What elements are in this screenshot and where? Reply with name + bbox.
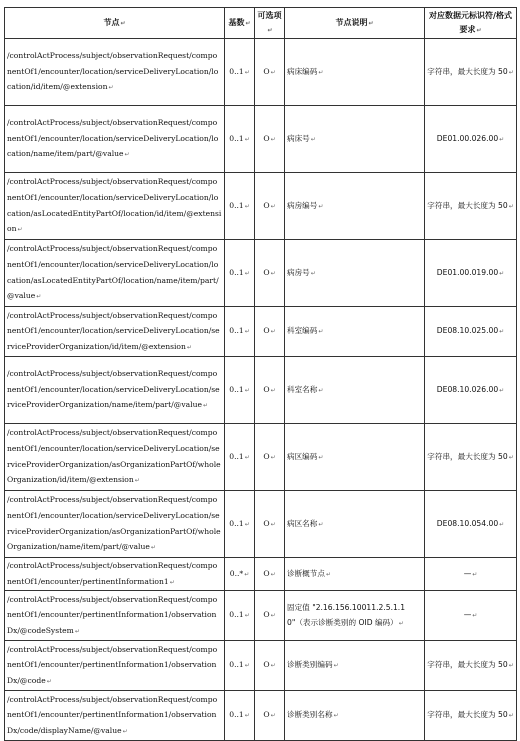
paragraph-mark-icon: ↵ [108, 84, 114, 92]
paragraph-mark-icon: ↵ [186, 343, 192, 351]
paragraph-mark-icon: ↵ [244, 135, 250, 143]
cardinality-cell [225, 307, 255, 357]
format-cell [425, 240, 517, 307]
description-cell-text: 病房编号 [287, 200, 318, 210]
paragraph-mark-icon: ↵ [318, 68, 324, 76]
header-format: 对应数据元标识符/格式要求↵ [425, 8, 517, 39]
node-path-cell [5, 307, 225, 357]
paragraph-mark-icon: ↵ [244, 712, 250, 720]
paragraph-mark-icon: ↵ [17, 226, 23, 234]
paragraph-mark-icon: ↵ [472, 570, 478, 578]
format-cell [425, 491, 517, 558]
format-cell-text: 字符串，最大长度为 50 [427, 200, 508, 210]
format-cell [425, 173, 517, 240]
paragraph-mark-icon: ↵ [333, 712, 339, 720]
description-cell-text: 科室编码 [287, 326, 318, 336]
paragraph-mark-icon: ↵ [310, 269, 316, 277]
optional-cell-text: O [263, 200, 270, 210]
node-path-cell [5, 173, 225, 240]
description-cell [285, 357, 425, 424]
node-path-cell-text: /controlActProcess/subject/observationRequest/componentOf1/encounter/pertinentInformation1/observationDx/@codeSystem [7, 594, 218, 635]
cardinality-cell [225, 39, 255, 106]
paragraph-mark-icon: ↵ [499, 269, 505, 277]
paragraph-mark-icon: ↵ [244, 202, 250, 210]
table-row [5, 424, 517, 491]
node-path-cell [5, 641, 225, 691]
paragraph-mark-icon: ↵ [270, 570, 276, 578]
node-path-cell [5, 357, 225, 424]
description-cell [285, 424, 425, 491]
description-cell [285, 558, 425, 591]
paragraph-mark-icon: ↵ [270, 612, 276, 620]
paragraph-mark-icon: ↵ [508, 712, 514, 720]
paragraph-mark-icon: ↵ [472, 612, 478, 620]
node-path-cell-text: /controlActProcess/subject/observationRequest/componentOf1/encounter/location/serviceDeliveryLocation/location/name/item/part/@value [7, 118, 219, 159]
optional-cell-text: O [263, 568, 270, 578]
node-path-cell-text: /controlActProcess/subject/observationRequest/componentOf1/encounter/pertinentInformation1/observationDx/code/displayName/@value [7, 694, 218, 735]
cardinality-cell [225, 357, 255, 424]
cardinality-cell [225, 173, 255, 240]
table-row [5, 591, 517, 641]
paragraph-mark-icon: ↵ [244, 662, 250, 670]
node-path-cell-text: /controlActProcess/subject/observationRequest/componentOf1/encounter/location/serviceDeliveryLocation/serviceProviderOrganization/id/item/@extension [7, 310, 220, 351]
description-cell [285, 240, 425, 307]
description-cell [285, 39, 425, 106]
cardinality-cell-text: 0..1 [229, 66, 244, 76]
optional-cell [255, 641, 285, 691]
header-optional: 可选项↵ [255, 8, 285, 39]
format-cell [425, 307, 517, 357]
paragraph-mark-icon: ↵ [508, 202, 514, 210]
optional-cell [255, 558, 285, 591]
table-row [5, 173, 517, 240]
description-cell [285, 591, 425, 641]
node-path-cell-text: /controlActProcess/subject/observationRequest/componentOf1/encounter/location/serviceDeliveryLocation/serviceProviderOrganization/asOrganizationPartOf/wholeOrganization/id/item/@extension [7, 428, 221, 485]
paragraph-mark-icon: ↵ [46, 677, 52, 685]
optional-cell [255, 591, 285, 641]
cardinality-cell-text: 0..1 [229, 518, 244, 528]
node-path-cell [5, 240, 225, 307]
format-cell-text: 字符串，最大长度为 50 [427, 66, 508, 76]
paragraph-mark-icon: ↵ [124, 151, 130, 159]
optional-cell [255, 691, 285, 741]
paragraph-mark-icon: ↵ [244, 612, 250, 620]
node-path-cell [5, 691, 225, 741]
cardinality-cell [225, 491, 255, 558]
format-cell [425, 424, 517, 491]
cardinality-cell-text: 0..1 [229, 267, 244, 277]
paragraph-mark-icon: ↵ [318, 328, 324, 336]
paragraph-mark-icon: ↵ [318, 453, 324, 461]
format-cell [425, 641, 517, 691]
cardinality-cell [225, 558, 255, 591]
optional-cell [255, 173, 285, 240]
paragraph-mark-icon: ↵ [74, 627, 80, 635]
paragraph-mark-icon: ↵ [270, 386, 276, 394]
format-cell-text: DE08.10.054.00 [436, 518, 499, 528]
node-path-cell-text: /controlActProcess/subject/observationRequest/componentOf1/encounter/location/serviceDeliveryLocation/serviceProviderOrganization/asOrganizationPartOf/wholeOrganization/name/item/part/@value [7, 495, 221, 552]
optional-cell-text: O [263, 133, 270, 143]
cardinality-cell-text: 0..1 [229, 660, 244, 670]
description-cell-text: 病房号 [287, 267, 310, 277]
cardinality-cell [225, 691, 255, 741]
header-description: 节点说明↵ [285, 8, 425, 39]
header-cardinality: 基数↵ [225, 8, 255, 39]
node-path-cell-text: /controlActProcess/subject/observationRequest/componentOf1/encounter/pertinentInformation1/observationDx/@code [7, 644, 218, 685]
paragraph-mark-icon: ↵ [333, 662, 339, 670]
optional-cell-text: O [263, 610, 270, 620]
node-path-cell-text: /controlActProcess/subject/observationRequest/componentOf1/encounter/location/serviceDeliveryLocation/serviceProviderOrganization/name/item/part/@value [7, 369, 220, 410]
optional-cell [255, 357, 285, 424]
description-cell-text: 固定值 "2.16.156.10011.2.5.1.10"（表示诊断类别的 OID 编码） [287, 602, 406, 628]
paragraph-mark-icon: ↵ [318, 202, 324, 210]
paragraph-mark-icon: ↵ [270, 328, 276, 336]
paragraph-mark-icon: ↵ [270, 662, 276, 670]
format-cell-text: DE08.10.025.00 [436, 326, 499, 336]
description-cell-text: 诊断类别编码 [287, 660, 333, 670]
table-row [5, 558, 517, 591]
optional-cell [255, 307, 285, 357]
table-row [5, 106, 517, 173]
description-cell [285, 307, 425, 357]
paragraph-mark-icon: ↵ [150, 544, 156, 552]
format-cell [425, 106, 517, 173]
format-cell [425, 357, 517, 424]
node-path-cell [5, 39, 225, 106]
paragraph-mark-icon: ↵ [270, 712, 276, 720]
description-cell-text: 诊断概节点 [287, 568, 325, 578]
table-row [5, 491, 517, 558]
cardinality-cell [225, 641, 255, 691]
paragraph-mark-icon: ↵ [325, 570, 331, 578]
paragraph-mark-icon: ↵ [270, 520, 276, 528]
node-path-cell-text: /controlActProcess/subject/observationRequest/componentOf1/encounter/location/serviceDeliveryLocation/location/asLocatedEntityPartOf/location/name/item/part/@value [7, 244, 219, 301]
description-cell-text: 病床编码 [287, 66, 318, 76]
format-cell [425, 39, 517, 106]
optional-cell-text: O [263, 451, 270, 461]
cardinality-cell-text: 0..1 [229, 610, 244, 620]
node-path-cell-text: /controlActProcess/subject/observationRequest/componentOf1/encounter/location/serviceDeliveryLocation/location/id/item/@extension [7, 51, 219, 92]
format-cell-text: DE08.10.026.00 [436, 384, 499, 394]
cardinality-cell-text: 0..1 [229, 710, 244, 720]
description-cell [285, 641, 425, 691]
format-cell [425, 591, 517, 641]
paragraph-mark-icon: ↵ [270, 68, 276, 76]
paragraph-mark-icon: ↵ [318, 386, 324, 394]
table-body [5, 39, 517, 741]
format-cell-text: 字符串，最大长度为 50 [427, 451, 508, 461]
optional-cell-text: O [263, 710, 270, 720]
node-path-cell [5, 106, 225, 173]
paragraph-mark-icon: ↵ [499, 135, 505, 143]
paragraph-mark-icon: ↵ [508, 68, 514, 76]
paragraph-mark-icon: ↵ [270, 453, 276, 461]
paragraph-mark-icon: ↵ [244, 68, 250, 76]
description-cell [285, 106, 425, 173]
paragraph-mark-icon: ↵ [499, 328, 505, 336]
node-path-cell [5, 558, 225, 591]
format-cell-text: 字符串，最大长度为 50 [427, 710, 508, 720]
optional-cell [255, 106, 285, 173]
paragraph-mark-icon: ↵ [134, 477, 140, 485]
header-row [5, 8, 517, 39]
paragraph-mark-icon: ↵ [36, 293, 42, 301]
paragraph-mark-icon: ↵ [508, 453, 514, 461]
description-cell [285, 173, 425, 240]
optional-cell [255, 424, 285, 491]
cardinality-cell [225, 240, 255, 307]
node-path-cell [5, 591, 225, 641]
description-cell [285, 691, 425, 741]
description-cell-text: 病床号 [287, 133, 310, 143]
table-row [5, 240, 517, 307]
paragraph-mark-icon: ↵ [202, 402, 208, 410]
optional-cell [255, 39, 285, 106]
cardinality-cell-text: 0..1 [229, 326, 244, 336]
table-row [5, 39, 517, 106]
paragraph-mark-icon: ↵ [499, 386, 505, 394]
optional-cell-text: O [263, 267, 270, 277]
description-cell-text: 病区名称 [287, 518, 318, 528]
paragraph-mark-icon: ↵ [499, 520, 505, 528]
format-cell [425, 691, 517, 741]
format-cell [425, 558, 517, 591]
paragraph-mark-icon: ↵ [318, 520, 324, 528]
optional-cell-text: O [263, 384, 270, 394]
paragraph-mark-icon: ↵ [244, 570, 250, 578]
format-cell-text: DE01.00.026.00 [436, 133, 499, 143]
table-row [5, 691, 517, 741]
description-cell-text: 诊断类别名称 [287, 710, 333, 720]
format-cell-text: — [463, 568, 472, 578]
spec-table [4, 7, 517, 741]
optional-cell-text: O [263, 660, 270, 670]
description-cell [285, 491, 425, 558]
paragraph-mark-icon: ↵ [270, 135, 276, 143]
paragraph-mark-icon: ↵ [169, 578, 175, 586]
optional-cell [255, 240, 285, 307]
cardinality-cell-text: 0..1 [229, 384, 244, 394]
node-path-cell-text: /controlActProcess/subject/observationRequest/componentOf1/encounter/location/serviceDeliveryLocation/location/asLocatedEntityPartOf/location/id/item/@extension [7, 177, 222, 234]
paragraph-mark-icon: ↵ [508, 662, 514, 670]
table-row [5, 357, 517, 424]
paragraph-mark-icon: ↵ [244, 328, 250, 336]
cardinality-cell [225, 106, 255, 173]
paragraph-mark-icon: ↵ [270, 202, 276, 210]
format-cell-text: 字符串，最大长度为 50 [427, 660, 508, 670]
optional-cell-text: O [263, 518, 270, 528]
paragraph-mark-icon: ↵ [244, 453, 250, 461]
cardinality-cell-text: 0..1 [229, 451, 244, 461]
paragraph-mark-icon: ↵ [244, 386, 250, 394]
paragraph-mark-icon: ↵ [244, 269, 250, 277]
format-cell-text: — [463, 610, 472, 620]
paragraph-mark-icon: ↵ [310, 135, 316, 143]
description-cell-text: 科室名称 [287, 384, 318, 394]
optional-cell-text: O [263, 326, 270, 336]
table-row [5, 641, 517, 691]
paragraph-mark-icon: ↵ [244, 520, 250, 528]
description-cell-text: 病区编码 [287, 451, 318, 461]
header-node: 节点↵ [5, 8, 225, 39]
paragraph-mark-icon: ↵ [122, 727, 128, 735]
node-path-cell-text: /controlActProcess/subject/observationRequest/componentOf1/encounter/pertinentInformation1 [7, 561, 218, 586]
optional-cell [255, 491, 285, 558]
node-path-cell [5, 491, 225, 558]
node-path-cell [5, 424, 225, 491]
cardinality-cell-text: 0..* [229, 568, 244, 578]
format-cell-text: DE01.00.019.00 [436, 267, 499, 277]
paragraph-mark-icon: ↵ [398, 620, 404, 628]
paragraph-mark-icon: ↵ [270, 269, 276, 277]
cardinality-cell-text: 0..1 [229, 200, 244, 210]
optional-cell-text: O [263, 66, 270, 76]
table-row [5, 307, 517, 357]
cardinality-cell [225, 424, 255, 491]
cardinality-cell [225, 591, 255, 641]
cardinality-cell-text: 0..1 [229, 133, 244, 143]
